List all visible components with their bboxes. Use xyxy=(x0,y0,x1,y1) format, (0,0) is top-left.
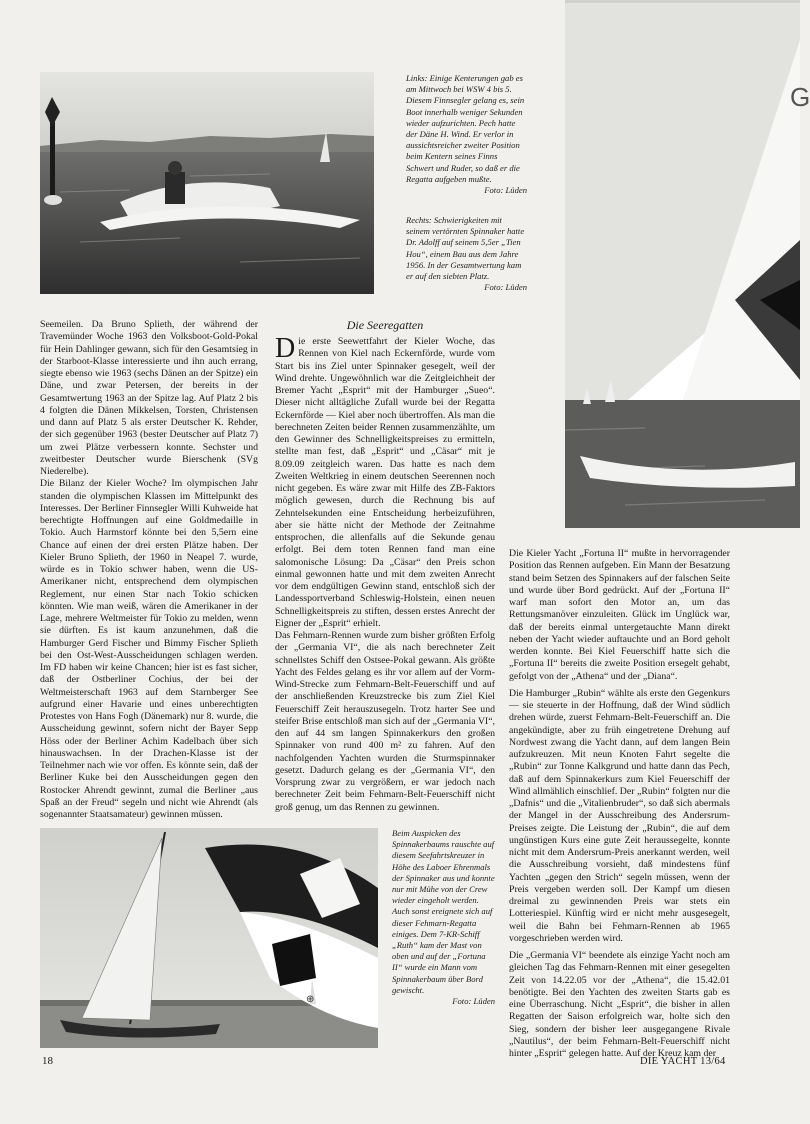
svg-text:⊕: ⊕ xyxy=(306,994,315,1005)
photo-cruiser-spinnaker-image xyxy=(40,828,378,1048)
col3-paragraph: Die „Germania VI“ beendete als einzige Yacht noch am gleichen Tag das Fehmarn-Rennen mit einer gesegelten Zeit von 14.22.05 vor der „Athena“, die 15.42.01 benötigte. Bei den Yachten des zweiten Starts gab es eine Überraschung. Nicht „Esprit“, die bisher in allen Regatten der Saison erfolgreich war, holte sich den Sieg, sondern der bisher leer ausgegangene Rivale „Nautilus“, der beim Fehmarn-Belt-Feuerschiff nicht hinter „Esprit“ gelegen hatte. Auf der Kreuz kam der xyxy=(509,950,730,1059)
photo-cruiser-spinnaker xyxy=(40,828,378,1048)
photo-capsized-finn xyxy=(40,72,374,294)
caption-right-text: Rechts: Schwierigkeiten mit seinem vertörnten Spinnaker hatte Dr. Adolff auf seinem 5,5er „Tien Hou“, einem Bau aus dem Jahre 1956. In der Gesamtwertung kam er auf den siebten Platz. xyxy=(406,215,525,282)
photo-capsized-finn-image xyxy=(40,72,374,294)
dropcap: D xyxy=(275,333,296,364)
caption-bottom xyxy=(392,828,495,1015)
caption-right-credit: Foto: Lüden xyxy=(484,282,527,293)
caption-top-left-text: Links: Einige Kenterungen gab es am Mittwoch bei WSW 4 bis 5. Diesem Finnsegler gelang es, sein Boot innerhalb weniger Sekunden wieder aufzurichten. Pech hatte der Däne H. Wind. Er verlor in aussichtsreicher zweiter Position beim Kentern seines Finns Schwert und Ruder, so daß er die Regatta aufgeben mußte. xyxy=(406,73,525,184)
caption-bottom-credit: Foto: Lüden xyxy=(452,996,495,1007)
magazine-issue: DIE YACHT 13/64 xyxy=(640,1056,726,1067)
column-1 xyxy=(40,319,258,821)
page-number: 18 xyxy=(42,1055,53,1067)
caption-top-left xyxy=(406,73,527,204)
col1-paragraph: Die Bilanz der Kieler Woche? Im olympischen Jahr standen die olympischen Klassen im Mittelpunkt des Interesses. Der Berliner Finnsegler Willi Kuhweide hat berechtigte Hoffnungen auf eine Goldmedaille in Tokio. Auch Harmstorf könnte bei den 5,5ern eine Chance auf einen der drei ersten Plätze haben. Der Kieler Bruno Splieth, der 1960 in Neapel 7. wurde, würde es in Tokio schwer haben, wenn die US-Amerikaner nicht, entsprechend dem olympischen Reglement, nur einen Star nach Tokio schicken könnten. Wie man weiß, wären die Amerikaner in der Lage, mehrere Weltmeister für Tokio zu melden, wenn sie dürften. Es ist kaum anzunehmen, daß die Hamburger Gerd Fischer und Bimmy Fischer Splieth bei den Ost-West-Ausscheidungen schlagen werden. Im FD haben wir keine Chancen; hier ist es fast sicher, daß der Ostberliner Cochius, der bei der Weltmeisterschaft 1963 auf dem Starnberger See aufgrund einer Havarie und eines unberechtigten Protestes von Hans Fogh (Dänemark) nur 8. wurde, die Ausscheidung gewinnt, sofern nicht der Bayer Sepp Höss oder der Berliner Achim Kadelbach über sich hinauswachsen. In der Drachen-Klasse ist der Teilnehmer nach wie vor offen. Es könnte sein, daß der Berliner Kuke bei den Ausscheidungen gegen den Rostocker Ahrendt gewinnt, zumal die Berliner „aus Spaß an der Freud“ segeln und nicht wie Ahrendt (als sogenannter Staatsamateur) gewinnen müssen. xyxy=(40,478,258,820)
col2-paragraph: ie erste Seewettfahrt der Kieler Woche, das Rennen von Kiel nach Eckernförde, wurde vom Start bis ins Ziel unter Spinnaker gesegelt, weil der Wind drehte. Ungewöhnlich war die Zeitgleichheit der Bremer Yacht „Esprit“ mit der Hamburger „Sueo“. Dieser nicht alltägliche Zufall wurde bei der Regatta Eckernförde — Kiel aber noch übertroffen. Als man die berechneten Zeiten beider Rennen zusammenzählte, um den Gewinner des Schnelligkeitspreises zu ermitteln, stellte man fest, daß „Esprit“ und „Cäsar“ mit je 8.09.09 zeitgleich waren. Das hatte es nach dem Zweiten Weltkrieg in einem deutschen Seerennen noch nicht gegeben. Es wäre zwar mit Hilfe des ZB-Faktors möglich gewesen, durch die Rechnung bis auf Zehntelsekunden eine Entscheidung herbeizuführen, aber sie hätte nicht der Methode der Zeitnahme entsprochen, die allenfalls auf die Sekunde genau erfolgt. Bei dem toten Rennen fand man eine salomonische Lösung: Da „Cäsar“ den Preis schon einmal gewonnen hatte und mit dem zweiten Anrecht vor dem endgültigen Gewinn stand, entschloß sich der Landessportverband Schleswig-Holstein, einen neuen Schnelligkeitspreis zu stiften, dessen erstes Anrecht der Eigner der „Esprit“ erhielt. xyxy=(275,336,495,629)
right-edge-letter: G xyxy=(790,82,810,112)
column-3 xyxy=(509,548,730,1060)
column-2 xyxy=(275,333,495,814)
photo-spinnaker-yacht-image xyxy=(565,0,800,528)
col1-paragraph: Seemeilen. Da Bruno Splieth, der während der Travemünder Woche 1963 den Volksboot-Gold-Pokal für Hein Dahlinger gewann, sich für den Gesamtsieg in der Starboot-Klasse interessierte und ihn auch errang, siegte ebenso wie 1963 (sechs Dänen an der Spitze) ein Däne, und zwar Petersen, der bereits in der Gesamtwertung 1963 an der Spitze lag. Auf Platz 2 bis 4 folgten die Dänen Mikkelsen, Torsten, Christensen und dann auf Platz 5 als erster Deutscher K. Rehder, der sich gegenüber 1963 (bester Deutscher auf Platz 7) um zwei Plätze verbessern konnte. Sechster und zweitbester Deutscher wurde Bierschenk (SVg Niederelbe). xyxy=(40,319,258,477)
caption-right xyxy=(406,215,527,301)
col3-paragraph: Die Kieler Yacht „Fortuna II“ mußte in hervorragender Position das Rennen aufgeben. Ein Mann der Besatzung stand beim Setzen des Spinnakers auf der falschen Seite und wurde über Bord gedrückt. Auf der „Fortuna II“ warf man sofort den Motor an, um das Rettungsmanöver einzuleiten. Glück im Unglück war, daß der bereits einmal untergetauchte Mann direkt neben der Yacht wieder auftauchte und an Bord geholt werden konnte. Bei Kiel Feuerschiff hatte sich die „Fortuna II“ bereits die zweite Position ersegelt gehabt, gefolgt von der „Athena“ und der „Diana“. xyxy=(509,548,730,682)
col2-paragraph: Das Fehmarn-Rennen wurde zum bisher größten Erfolg der „Germania VI“, die als nach berechneter Zeit schnellstes Schiff den Ostsee-Pokal gewann. Als größte Yacht des Feldes gelang es ihr vor allem auf der Vorm-Wind-Strecke zum Fehmarn-Belt-Feuerschiff und auf der anschließenden Kreuzstrecke bis zum Ziel Kiel Feuerschiff Zeit herauszusegeln. Trotz harter See und steifer Brise entschloß man sich auf der „Germania VI“, den auf 44 sm langen Spinnakerkurs den großen Spinnaker von rund 400 m² zu fahren. Auf den nachfolgenden Yachten wurden die Sturmspinnaker gesetzt. Dadurch gelang es der „Germania VI“, den Vorsprung zwar zu vergrößern, er war jedoch nach berechneter Zeit beim Fehmarn-Belt-Feuerschiff nicht groß genug, um das Rennen zu gewinnen. xyxy=(275,630,495,813)
caption-bottom-text: Beim Auspicken des Spinnakerbaums rauschte auf diesem Seefahrtskreuzer in Höhe des Laboer Ehrenmals der Spinnaker aus und konnte nur mit Mühe von der Crew wieder eingeholt werden. Auch sonst ereignete sich auf dieser Fehmarn-Regatta einiges. Dem 7-KR-Schiff „Ruth“ kam der Mast von oben und auf der „Fortuna II“ wurde ein Mann vom Spinnakerbaum über Bord gewischt. xyxy=(392,828,495,995)
photo-spinnaker-yacht xyxy=(565,0,810,528)
section-heading: Die Seeregatten xyxy=(346,318,424,332)
caption-top-left-credit: Foto: Lüden xyxy=(484,185,527,196)
col3-paragraph: Die Hamburger „Rubin“ wählte als erste den Gegenkurs — sie steuerte in der Hoffnung, daß der Wind südlich drehen würde, zuerst Fehmarn-Belt-Feuerschiff an. Die angekündigte, aber zu früh eingetretene Drehung auf Nordwest zwang die Yacht dann, auf dem langen Bein aufzukreuzen. Mit neun Knoten Fahrt segelte die „Rubin“ zur Tonne Kalkgrund und hatte dann das Pech, daß auf dem Spinnakerkurs zum Kiel Feuerschiff der Wind allmählich einschlief. Der „Rubin“ folgten nur die „Dafnis“ und die „Vitalienbruder“, so daß sich abermals der Mangel in der Ausschreibung des Andersrum-Preises zeigte. Die Leistung der „Rubin“, die auf dem ungünstigen Kurs eine gute Zeit heraussegelte, konnte nicht mit dem Andersrum-Preis anerkannt werden, weil die Ausschreibung vorsieht, daß mindestens fünf Yachten „gegen den Strich“ segeln müssen, wenn der Preis vergeben werden soll. Der Kampf um diesen dreimal zu gewinnenden Preis war stets ein Lotteriespiel. Künftig wird er nicht mehr ausgesegelt, weil die Bahn bei Fehmarn-Rennen ab 1965 vorgeschrieben werden wird. xyxy=(509,687,730,944)
